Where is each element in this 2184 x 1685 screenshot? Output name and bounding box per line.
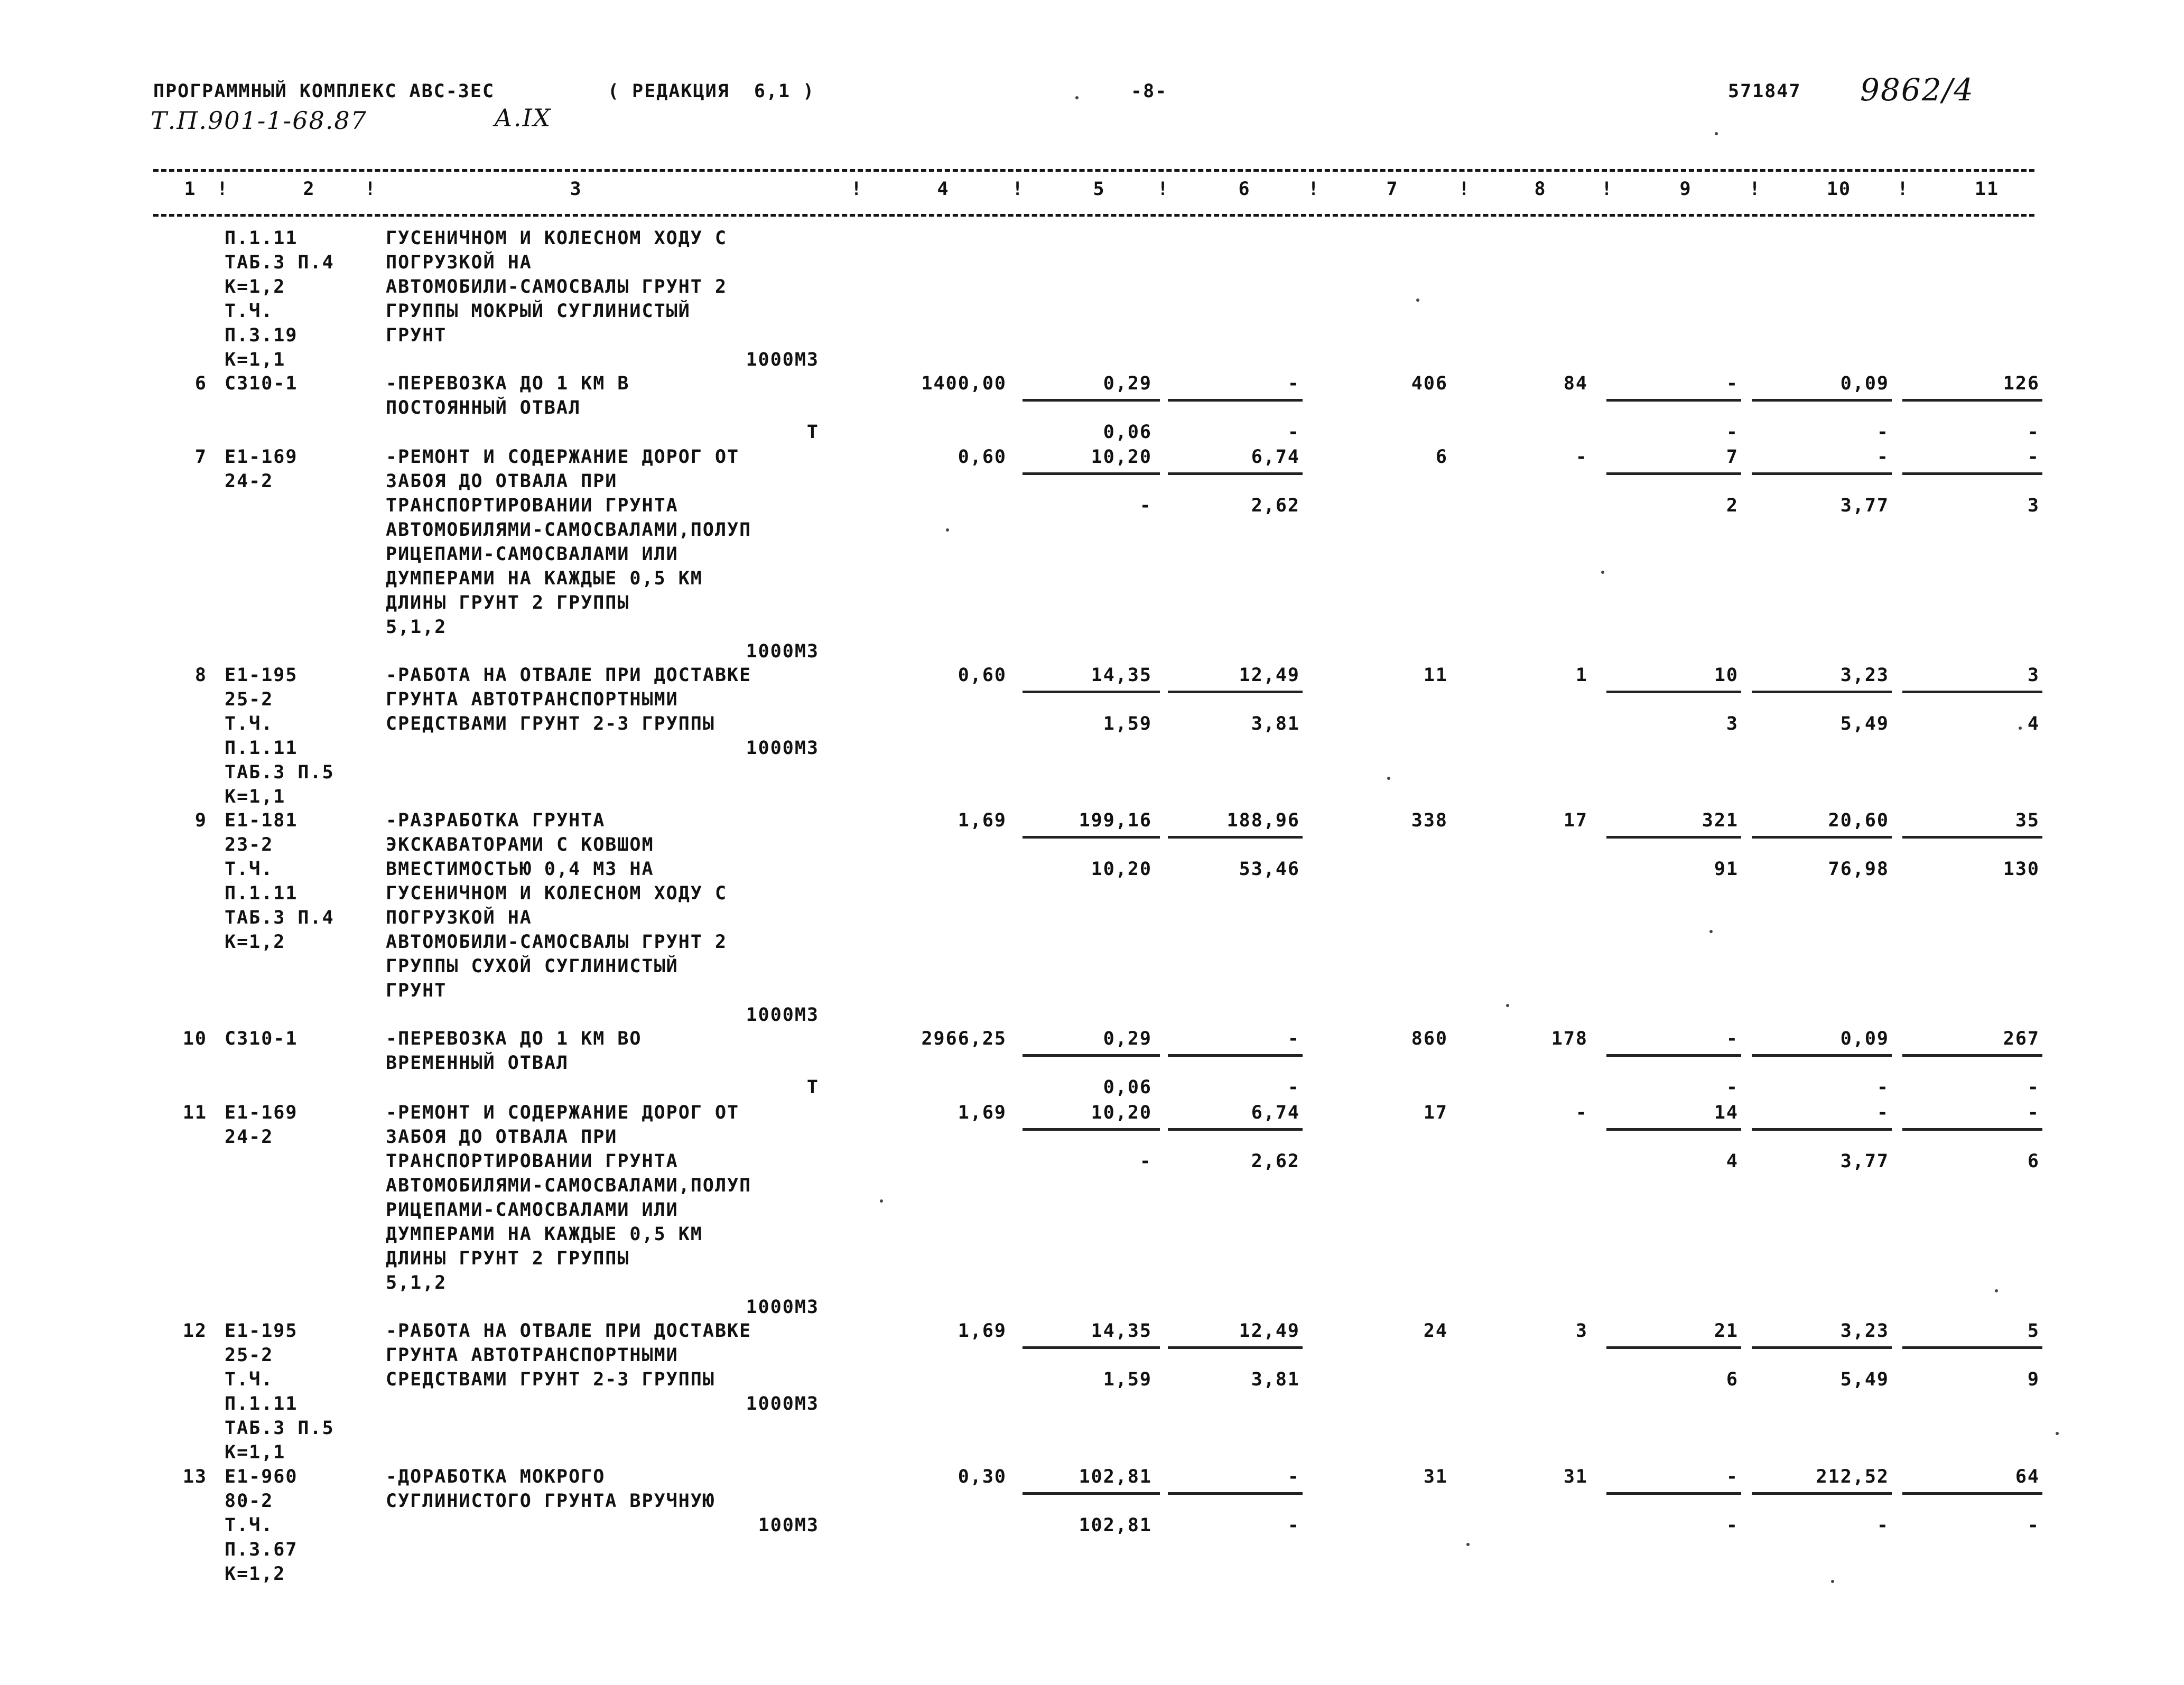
cost-c10-top: 0,09 [1840,373,1889,394]
quantity: 0,60 [958,665,1007,686]
column-header-2: 2 [303,179,315,200]
unit-of-measure: Т [806,1077,819,1098]
column-header-10: 10 [1826,179,1852,200]
cost-c5-top: 14,35 [1091,665,1152,686]
row-number: 11 [182,1102,207,1123]
resource-code: К=1,1 [225,349,286,370]
cost-c10-top: 20,60 [1828,810,1889,831]
row-number: 10 [182,1028,207,1049]
scan-speck [1831,1580,1834,1583]
cost-c9-bottom: 3 [1726,713,1739,734]
resource-code: 23-2 [225,834,274,855]
fraction-bar [1606,1492,1741,1495]
column-header-11: 11 [1974,179,2000,200]
fraction-bar [1168,1128,1303,1131]
fraction-bar [1606,1128,1741,1131]
cost-c9-bottom: - [1726,1515,1739,1536]
cost-c5-bottom: 10,20 [1091,859,1152,880]
work-description: СУГЛИНИСТОГО ГРУНТА ВРУЧНУЮ [386,1491,715,1512]
unit-of-measure: 100М3 [758,1515,819,1536]
cost-c10-top: 3,23 [1840,665,1889,686]
scan-speck [1715,132,1718,135]
cost-c6-bottom: 3,81 [1251,713,1300,734]
cost-c11-bottom: - [2027,422,2040,443]
cost-c11-bottom: - [2027,1077,2040,1098]
cost-c10-top: - [1876,1102,1889,1123]
cost-c6-top: 188,96 [1226,810,1300,831]
resource-code: К=1,2 [225,276,286,297]
scan-speck [1075,96,1079,99]
cost-c11-bottom: 6 [2027,1151,2040,1172]
cost-c5-top: 102,81 [1079,1466,1152,1487]
cost-c9-top: - [1726,1028,1739,1049]
cost-c9-top: 21 [1714,1320,1739,1342]
cost-c11-top: 126 [2003,373,2040,394]
scan-speck [1466,1543,1470,1546]
cost-c10-bottom: - [1876,422,1889,443]
fraction-bar [1902,472,2042,475]
resource-code: С310-1 [225,373,298,394]
handwritten-project: Т.П.901-1-68.87 [151,106,367,135]
resource-code: К=1,2 [225,932,286,953]
resource-code: 25-2 [225,689,274,710]
scan-speck [1601,571,1604,574]
unit-of-measure: 1000М3 [746,349,819,370]
resource-code: К=1,1 [225,786,286,807]
quantity: 1400,00 [921,373,1007,394]
cost-c10-bottom: - [1876,1077,1889,1098]
cost-c6-bottom: 53,46 [1239,859,1300,880]
header-top-rule [153,169,2034,172]
quantity: 1,69 [958,1102,1007,1123]
resource-code: Е1-195 [225,665,298,686]
cost-column-7: 31 [1423,1466,1448,1487]
work-description: РИЦЕПАМИ-САМОСВАЛАМИ ИЛИ [386,1199,679,1221]
resource-code: П.1.11 [225,1393,298,1414]
cost-c5-bottom: - [1139,1151,1152,1172]
cost-c5-top: 0,29 [1103,1028,1152,1049]
handwritten-code: 9862/4 [1860,72,1975,108]
cost-c11-top: - [2027,446,2040,468]
resource-code: К=1,2 [225,1563,286,1585]
resource-code: 24-2 [225,1127,274,1148]
edition-label: ( РЕДАКЦИЯ 6,1 ) [608,81,815,102]
cost-c9-bottom: 6 [1726,1369,1739,1390]
fraction-bar [1168,472,1303,475]
fraction-bar [1752,1128,1892,1131]
cost-c6-top: 6,74 [1251,1102,1300,1123]
work-description: ГУСЕНИЧНОМ И КОЛЕСНОМ ХОДУ С [386,883,728,904]
cost-c9-bottom: 91 [1714,859,1739,880]
work-description: ЭКСКАВАТОРАМИ С КОВШОМ [386,834,654,855]
column-header-7: 7 [1386,179,1399,200]
fraction-bar [1168,1054,1303,1057]
scan-speck [1387,777,1390,780]
column-header-8: 8 [1534,179,1547,200]
work-description: АВТОМОБИЛЯМИ-САМОСВАЛАМИ,ПОЛУП [386,519,752,541]
work-description: ПОГРУЗКОЙ НА [386,252,532,273]
fraction-bar [1023,1492,1160,1495]
resource-code: Т.Ч. [225,301,274,322]
cost-c5-top: 14,35 [1091,1320,1152,1342]
work-description: ГРУППЫ СУХОЙ СУГЛИНИСТЫЙ [386,956,679,977]
cost-c5-top: 10,20 [1091,1102,1152,1123]
resource-code: Т.Ч. [225,1369,274,1390]
resource-code: 80-2 [225,1491,274,1512]
cost-c6-bottom: 3,81 [1251,1369,1300,1390]
cost-c10-bottom: 3,77 [1840,495,1889,516]
work-description: АВТОМОБИЛИ-САМОСВАЛЫ ГРУНТ 2 [386,276,728,297]
cost-c6-bottom: - [1287,422,1300,443]
fraction-bar [1023,836,1160,839]
cost-column-8: - [1575,446,1588,468]
cost-c5-top: 10,20 [1091,446,1152,468]
column-separator: ! [1308,179,1321,200]
cost-c5-top: 199,16 [1079,810,1152,831]
fraction-bar [1023,691,1160,693]
fraction-bar [1606,399,1741,402]
cost-c5-bottom: 1,59 [1103,1369,1152,1390]
resource-code: ТАБ.3 П.5 [225,1418,334,1439]
work-description: АВТОМОБИЛЯМИ-САМОСВАЛАМИ,ПОЛУП [386,1175,752,1196]
unit-of-measure: 1000М3 [746,1393,819,1414]
resource-code: Т.Ч. [225,713,274,734]
cost-c9-bottom: - [1726,422,1739,443]
fraction-bar [1023,472,1160,475]
cost-c6-top: 12,49 [1239,665,1300,686]
fraction-bar [1752,1054,1892,1057]
work-description: ТРАНСПОРТИРОВАНИИ ГРУНТА [386,495,679,516]
resource-code: Е1-181 [225,810,298,831]
work-description: ДУМПЕРАМИ НА КАЖДЫЕ 0,5 КМ [386,1224,703,1245]
resource-code: П.1.11 [225,883,298,904]
work-description: ГРУНТ [386,980,447,1001]
resource-code: ТАБ.3 П.4 [225,252,334,273]
work-description: ЗАБОЯ ДО ОТВАЛА ПРИ [386,471,618,492]
cost-column-8: 31 [1563,1466,1588,1487]
work-description: -РАЗРАБОТКА ГРУНТА [386,810,606,831]
row-number: 12 [182,1320,207,1342]
work-description: ВРЕМЕННЫЙ ОТВАЛ [386,1053,569,1074]
cost-c11-bottom: 9 [2027,1369,2040,1390]
column-separator: ! [365,179,377,200]
work-description: ДЛИНЫ ГРУНТ 2 ГРУППЫ [386,592,630,613]
fraction-bar [1168,1492,1303,1495]
cost-c11-top: 35 [2015,810,2040,831]
cost-column-7: 17 [1423,1102,1448,1123]
fraction-bar [1168,1346,1303,1349]
cost-c6-top: - [1287,1028,1300,1049]
cost-c6-bottom: 2,62 [1251,495,1300,516]
scan-speck [2056,1432,2059,1435]
cost-c5-bottom: 1,59 [1103,713,1152,734]
column-header-9: 9 [1679,179,1692,200]
row-number: 7 [194,446,207,468]
fraction-bar [1023,1054,1160,1057]
cost-c9-top: - [1726,373,1739,394]
quantity: 0,30 [958,1466,1007,1487]
unit-of-measure: 1000М3 [746,738,819,759]
cost-c10-bottom: 5,49 [1840,713,1889,734]
fraction-bar [1752,691,1892,693]
scan-speck [946,528,949,532]
resource-code: П.1.11 [225,738,298,759]
work-description: 5,1,2 [386,1272,447,1293]
fraction-bar [1606,1346,1741,1349]
work-description: -ПЕРЕВОЗКА ДО 1 КМ В [386,373,630,394]
cost-c9-bottom: - [1726,1077,1739,1098]
cost-c10-bottom: 5,49 [1840,1369,1889,1390]
scan-speck [880,1199,883,1203]
work-description: ДУМПЕРАМИ НА КАЖДЫЕ 0,5 КМ [386,568,703,589]
cost-c11-bottom: 4 [2027,713,2040,734]
work-description: ПОГРУЗКОЙ НА [386,907,532,928]
scan-speck [2019,727,2022,730]
row-number: 8 [194,665,207,686]
cost-c6-bottom: 2,62 [1251,1151,1300,1172]
column-separator: ! [1458,179,1471,200]
work-description: ПОСТОЯННЫЙ ОТВАЛ [386,397,581,418]
scan-speck [1506,1004,1509,1007]
cost-c9-top: 14 [1714,1102,1739,1123]
work-description: СРЕДСТВАМИ ГРУНТ 2-3 ГРУППЫ [386,1369,715,1390]
document-number: 571847 [1728,81,1801,102]
fraction-bar [1752,1346,1892,1349]
quantity: 1,69 [958,1320,1007,1342]
work-description: АВТОМОБИЛИ-САМОСВАЛЫ ГРУНТ 2 [386,932,728,953]
cost-column-7: 406 [1411,373,1448,394]
column-header-1: 1 [184,179,197,200]
fraction-bar [1902,1054,2042,1057]
cost-c10-bottom: - [1876,1515,1889,1536]
work-description: -ДОРАБОТКА МОКРОГО [386,1466,606,1487]
cost-column-8: - [1575,1102,1588,1123]
cost-c6-bottom: - [1287,1515,1300,1536]
scan-speck [1416,299,1419,302]
cost-c5-top: 0,29 [1103,373,1152,394]
cost-c9-bottom: 2 [1726,495,1739,516]
resource-code: Т.Ч. [225,859,274,880]
row-number: 6 [194,373,207,394]
resource-code: 24-2 [225,471,274,492]
cost-c11-top: 64 [2015,1466,2040,1487]
fraction-bar [1902,1346,2042,1349]
cost-c11-bottom: 3 [2027,495,2040,516]
cost-c9-top: 10 [1714,665,1739,686]
column-separator: ! [1601,179,1614,200]
fraction-bar [1752,836,1892,839]
work-description: 5,1,2 [386,617,447,638]
fraction-bar [1023,1128,1160,1131]
work-description: ГУСЕНИЧНОМ И КОЛЕСНОМ ХОДУ С [386,228,728,249]
cost-c11-bottom: 130 [2003,859,2040,880]
fraction-bar [1902,691,2042,693]
program-title: ПРОГРАММНЫЙ КОМПЛЕКС АВС-ЗЕС [153,81,495,102]
work-description: РИЦЕПАМИ-САМОСВАЛАМИ ИЛИ [386,544,679,565]
fraction-bar [1023,399,1160,402]
cost-c6-top: 6,74 [1251,446,1300,468]
resource-code: Е1-195 [225,1320,298,1342]
cost-c10-bottom: 3,77 [1840,1151,1889,1172]
fraction-bar [1752,399,1892,402]
fraction-bar [1752,472,1892,475]
cost-c6-bottom: - [1287,1077,1300,1098]
cost-c6-top: - [1287,373,1300,394]
cost-c9-bottom: 4 [1726,1151,1739,1172]
resource-code: П.3.67 [225,1539,298,1560]
resource-code: П.3.19 [225,325,298,346]
cost-c5-bottom: 0,06 [1103,422,1152,443]
resource-code: Е1-960 [225,1466,298,1487]
resource-code: ТАБ.3 П.5 [225,762,334,783]
column-separator: ! [1012,179,1025,200]
fraction-bar [1902,399,2042,402]
cost-c6-top: 12,49 [1239,1320,1300,1342]
unit-of-measure: 1000М3 [746,1004,819,1026]
cost-column-7: 338 [1411,810,1448,831]
column-separator: ! [1897,179,1910,200]
page-number: -8- [1131,81,1168,102]
quantity: 2966,25 [921,1028,1007,1049]
cost-column-8: 178 [1551,1028,1588,1049]
work-description: -РАБОТА НА ОТВАЛЕ ПРИ ДОСТАВКЕ [386,1320,752,1342]
fraction-bar [1606,472,1741,475]
fraction-bar [1168,836,1303,839]
column-separator: ! [217,179,229,200]
cost-column-8: 1 [1575,665,1588,686]
resource-code: 25-2 [225,1345,274,1366]
unit-of-measure: 1000М3 [746,1297,819,1318]
cost-column-7: 860 [1411,1028,1448,1049]
resource-code: Т.Ч. [225,1515,274,1536]
header-bottom-rule [153,214,2034,217]
work-description: ДЛИНЫ ГРУНТ 2 ГРУППЫ [386,1248,630,1269]
cost-c10-top: - [1876,446,1889,468]
cost-c10-top: 0,09 [1840,1028,1889,1049]
column-header-5: 5 [1093,179,1105,200]
work-description: -РЕМОНТ И СОДЕРЖАНИЕ ДОРОГ ОТ [386,446,740,468]
unit-of-measure: Т [806,422,819,443]
cost-c9-top: 321 [1702,810,1739,831]
fraction-bar [1606,691,1741,693]
fraction-bar [1168,691,1303,693]
quantity: 1,69 [958,810,1007,831]
work-description: -РАБОТА НА ОТВАЛЕ ПРИ ДОСТАВКЕ [386,665,752,686]
fraction-bar [1902,1128,2042,1131]
cost-c10-top: 212,52 [1816,1466,1889,1487]
resource-code: Е1-169 [225,446,298,468]
unit-of-measure: 1000М3 [746,641,819,662]
row-number: 9 [194,810,207,831]
cost-column-8: 3 [1575,1320,1588,1342]
work-description: ГРУНТА АВТОТРАНСПОРТНЫМИ [386,689,679,710]
cost-c11-top: 3 [2027,665,2040,686]
work-description: ВМЕСТИМОСТЬЮ 0,4 М3 НА [386,859,654,880]
fraction-bar [1168,399,1303,402]
column-separator: ! [1749,179,1762,200]
fraction-bar [1606,836,1741,839]
resource-code: С310-1 [225,1028,298,1049]
work-description: ТРАНСПОРТИРОВАНИИ ГРУНТА [386,1151,679,1172]
cost-c11-top: 5 [2027,1320,2040,1342]
resource-code: К=1,1 [225,1442,286,1463]
cost-column-7: 6 [1435,446,1448,468]
cost-column-7: 11 [1423,665,1448,686]
fraction-bar [1752,1492,1892,1495]
resource-code: Е1-169 [225,1102,298,1123]
cost-column-8: 84 [1563,373,1588,394]
cost-c5-bottom: - [1139,495,1152,516]
column-header-4: 4 [937,179,950,200]
cost-c11-top: - [2027,1102,2040,1123]
scan-speck [1709,930,1713,933]
work-description: СРЕДСТВАМИ ГРУНТ 2-3 ГРУППЫ [386,713,715,734]
fraction-bar [1902,836,2042,839]
work-description: ГРУНТА АВТОТРАНСПОРТНЫМИ [386,1345,679,1366]
column-header-6: 6 [1238,179,1251,200]
cost-column-7: 24 [1423,1320,1448,1342]
cost-c11-top: 267 [2003,1028,2040,1049]
cost-c5-bottom: 0,06 [1103,1077,1152,1098]
work-description: ГРУНТ [386,325,447,346]
cost-c5-bottom: 102,81 [1079,1515,1152,1536]
resource-code: П.1.11 [225,228,298,249]
scan-speck [1995,1289,1998,1292]
work-description: -ПЕРЕВОЗКА ДО 1 КМ ВО [386,1028,642,1049]
resource-code: ТАБ.3 П.4 [225,907,334,928]
fraction-bar [1606,1054,1741,1057]
cost-c10-top: 3,23 [1840,1320,1889,1342]
fraction-bar [1023,1346,1160,1349]
column-separator: ! [851,179,863,200]
cost-c9-top: 7 [1726,446,1739,468]
cost-c6-top: - [1287,1466,1300,1487]
cost-column-8: 17 [1563,810,1588,831]
cost-c9-top: - [1726,1466,1739,1487]
row-number: 13 [182,1466,207,1487]
work-description: ЗАБОЯ ДО ОТВАЛА ПРИ [386,1127,618,1148]
cost-c10-bottom: 76,98 [1828,859,1889,880]
quantity: 0,60 [958,446,1007,468]
column-header-3: 3 [570,179,582,200]
work-description: -РЕМОНТ И СОДЕРЖАНИЕ ДОРОГ ОТ [386,1102,740,1123]
handwritten-album: А.IX [494,104,552,132]
work-description: ГРУППЫ МОКРЫЙ СУГЛИНИСТЫЙ [386,301,691,322]
column-separator: ! [1157,179,1170,200]
cost-c11-bottom: - [2027,1515,2040,1536]
fraction-bar [1902,1492,2042,1495]
